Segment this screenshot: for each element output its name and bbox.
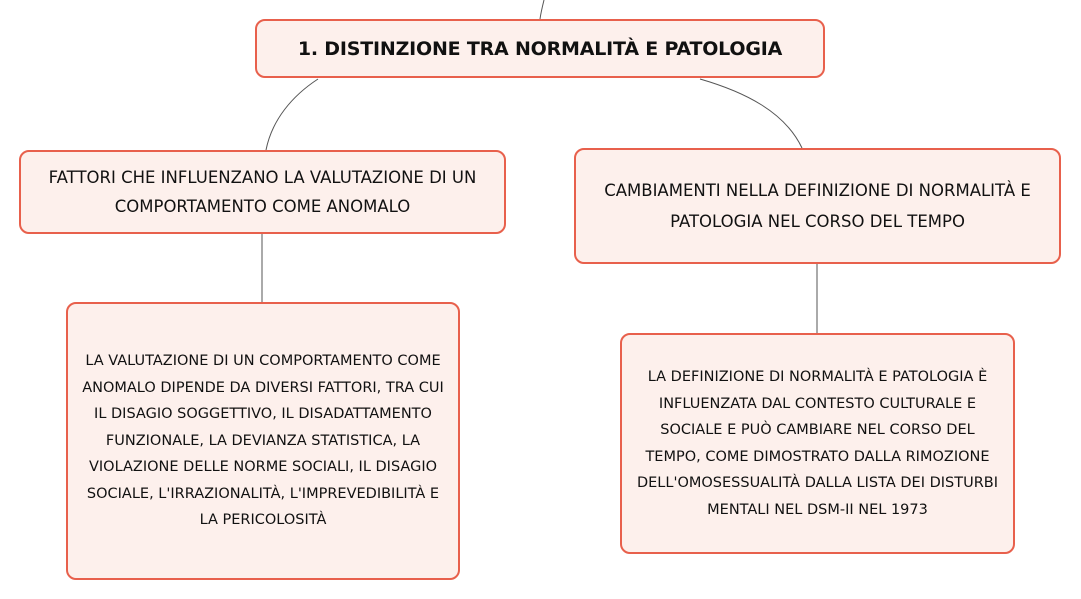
connector-root-to-factors	[266, 79, 318, 150]
detail-factors-text: LA VALUTAZIONE DI UN COMPORTAMENTO COME ANOMALO DIPENDE DA DIVERSI FATTORI, TRA CUI IL DISAGIO SOGGETTIVO, IL DISADATTAMENTO FUNZIONALE, LA DEVIANZA STATISTICA, LA VIOLAZIONE DELLE NORME SOCIALI, IL DISAGIO SOCIALE, L'IRRAZIONALITÀ, L'IMPREVEDIBILITÀ E LA PERICOLOSITÀ	[82, 353, 444, 529]
detail-node-factors[interactable]	[66, 302, 460, 580]
root-topic-node[interactable]	[255, 19, 825, 78]
subtopic-node-factors[interactable]	[19, 150, 506, 234]
detail-changes-text: LA DEFINIZIONE DI NORMALITÀ E PATOLOGIA È INFLUENZATA DAL CONTESTO CULTURALE E SOCIALE E PUÒ CAMBIARE NEL CORSO DEL TEMPO, COME DIMOSTRATO DALLA RIMOZIONE DELL'OMOSESSUALITÀ DALLA LISTA DEI DISTURBI MENTALI NEL DSM-II NEL 1973	[636, 369, 999, 518]
subtopic-factors-label: FATTORI CHE INFLUENZANO LA VALUTAZIONE DI UN COMPORTAMENTO COME ANOMALO	[48, 168, 477, 216]
root-topic-label: 1. DISTINZIONE TRA NORMALITÀ E PATOLOGIA	[297, 37, 783, 60]
connector-parent-to-root	[540, 0, 544, 19]
connector-root-to-changes	[700, 79, 802, 148]
subtopic-changes-label: CAMBIAMENTI NELLA DEFINIZIONE DI NORMALITÀ E PATOLOGIA NEL CORSO DEL TEMPO	[604, 181, 1031, 231]
detail-node-changes[interactable]	[620, 333, 1015, 554]
subtopic-node-changes[interactable]	[574, 148, 1061, 264]
